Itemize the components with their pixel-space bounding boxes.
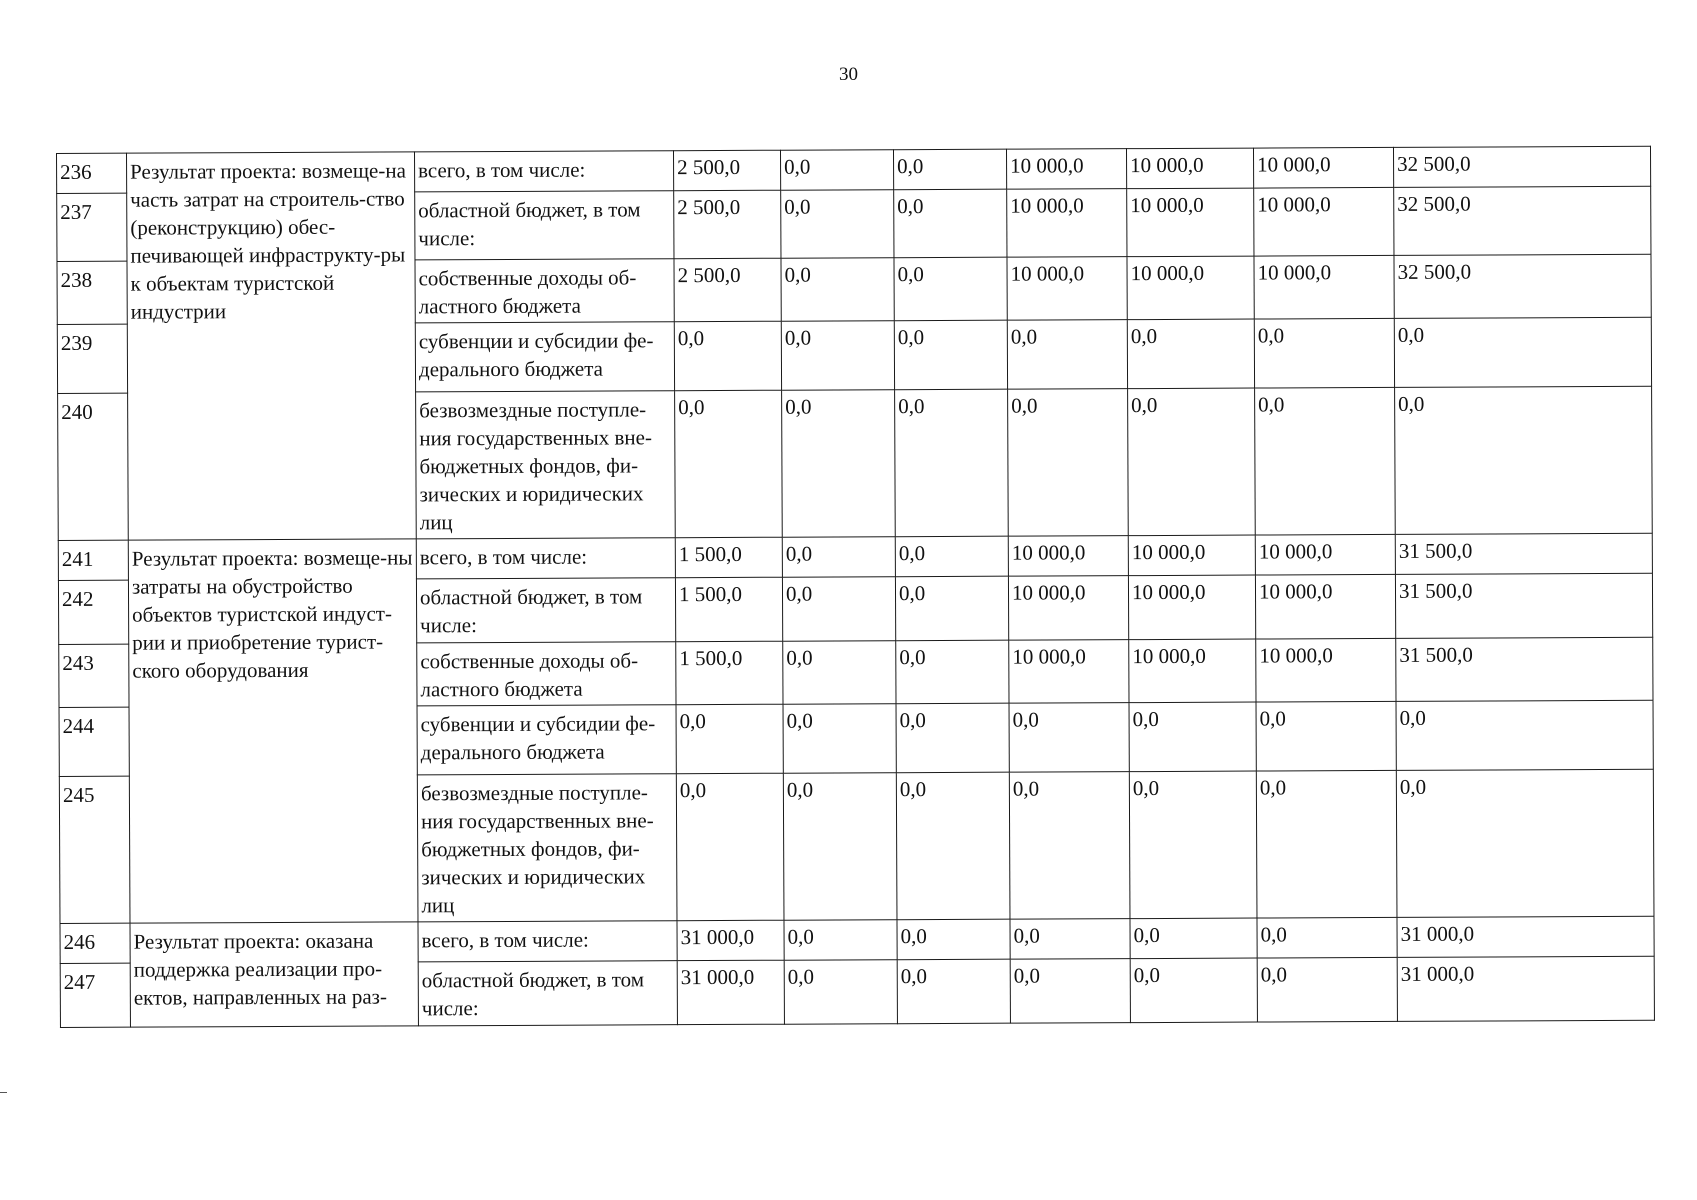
funding-source: субвенции и субсидии фе-дерального бюджета bbox=[417, 705, 676, 775]
funding-source: областной бюджет, в том числе: bbox=[415, 191, 674, 260]
value-cell: 0,0 bbox=[783, 704, 896, 774]
value-cell: 10 000,0 bbox=[1127, 188, 1254, 257]
value-cell: 0,0 bbox=[784, 960, 897, 1025]
value-total: 0,0 bbox=[1395, 386, 1653, 534]
table-body bbox=[57, 146, 1655, 1027]
value-total: 31 000,0 bbox=[1397, 916, 1654, 957]
project-result-description: Результат проекта: оказана поддержка реализации про-ектов, направленных на раз- bbox=[130, 922, 418, 1027]
budget-table-container bbox=[56, 146, 1654, 1028]
value-cell: 2 500,0 bbox=[673, 150, 780, 190]
value-cell: 10 000,0 bbox=[1008, 576, 1128, 641]
row-number: 245 bbox=[59, 776, 130, 923]
value-cell: 1 500,0 bbox=[675, 537, 782, 577]
value-cell: 0,0 bbox=[897, 919, 1010, 960]
value-cell: 0,0 bbox=[894, 257, 1007, 321]
value-cell: 0,0 bbox=[893, 149, 1006, 190]
value-cell: 0,0 bbox=[1255, 387, 1396, 535]
funding-source: собственные доходы об-ластного бюджета bbox=[415, 259, 674, 323]
value-cell: 0,0 bbox=[782, 577, 895, 642]
value-cell: 10 000,0 bbox=[1006, 149, 1126, 190]
value-cell: 0,0 bbox=[1129, 771, 1257, 919]
value-cell: 1 500,0 bbox=[676, 641, 783, 704]
value-cell: 0,0 bbox=[781, 321, 894, 391]
value-cell: 0,0 bbox=[896, 772, 1010, 920]
budget-table bbox=[56, 146, 1655, 1028]
value-cell: 0,0 bbox=[1010, 919, 1130, 960]
value-cell: 0,0 bbox=[783, 641, 896, 705]
row-number: 247 bbox=[60, 963, 130, 1027]
funding-source: всего, в том числе: bbox=[414, 151, 673, 192]
value-cell: 0,0 bbox=[896, 703, 1009, 773]
value-cell: 31 000,0 bbox=[677, 960, 784, 1024]
value-cell: 0,0 bbox=[781, 258, 894, 322]
value-total: 32 500,0 bbox=[1393, 146, 1650, 187]
value-cell: 0,0 bbox=[675, 390, 783, 537]
value-cell: 10 000,0 bbox=[1128, 535, 1255, 576]
value-cell: 10 000,0 bbox=[1007, 189, 1127, 258]
value-cell: 0,0 bbox=[1257, 917, 1397, 958]
value-cell: 2 500,0 bbox=[674, 190, 781, 258]
row-number: 239 bbox=[57, 324, 127, 393]
value-cell: 0,0 bbox=[895, 536, 1008, 577]
value-cell: 0,0 bbox=[895, 576, 1008, 641]
value-total: 0,0 bbox=[1396, 700, 1653, 770]
project-result-description: Результат проекта: возмеще-на часть затрат на строитель-ство (реконструкцию) обес-печивающей инфраструкту-ры к объектам туристской индустрии bbox=[127, 152, 417, 540]
value-total: 32 500,0 bbox=[1394, 254, 1651, 318]
value-cell: 0,0 bbox=[784, 920, 897, 961]
value-cell: 0,0 bbox=[895, 389, 1009, 537]
value-total: 0,0 bbox=[1396, 769, 1654, 917]
funding-source: собственные доходы об-ластного бюджета bbox=[417, 642, 676, 706]
value-cell: 0,0 bbox=[1008, 389, 1129, 537]
value-cell: 0,0 bbox=[1256, 770, 1397, 918]
value-cell: 0,0 bbox=[896, 640, 1009, 704]
value-cell: 0,0 bbox=[1009, 772, 1130, 920]
value-total: 31 500,0 bbox=[1395, 533, 1652, 574]
value-cell: 10 000,0 bbox=[1253, 147, 1393, 188]
funding-source: безвозмездные поступле-ния государственных вне-бюджетных фондов, фи-зических и юридических лиц bbox=[416, 391, 676, 539]
value-cell: 0,0 bbox=[1254, 318, 1394, 388]
value-cell: 0,0 bbox=[1127, 319, 1254, 389]
value-cell: 10 000,0 bbox=[1256, 638, 1396, 702]
value-cell: 10 000,0 bbox=[1127, 256, 1254, 320]
row-number: 236 bbox=[57, 153, 127, 193]
value-cell: 31 000,0 bbox=[677, 920, 784, 960]
value-cell: 0,0 bbox=[1007, 320, 1127, 390]
value-cell: 10 000,0 bbox=[1255, 574, 1395, 639]
funding-source: областной бюджет, в том числе: bbox=[416, 578, 675, 643]
value-total: 32 500,0 bbox=[1394, 186, 1651, 255]
value-cell: 0,0 bbox=[783, 773, 897, 921]
value-total: 0,0 bbox=[1394, 317, 1651, 387]
value-cell: 0,0 bbox=[782, 537, 895, 578]
value-cell: 10 000,0 bbox=[1009, 640, 1129, 704]
project-result-description: Результат проекта: возмеще-ны затраты на обустройство объектов туристской индуст-рии и приобретение турист-ского оборудования bbox=[128, 539, 418, 923]
value-total: 31 500,0 bbox=[1396, 637, 1653, 701]
funding-source: всего, в том числе: bbox=[418, 921, 677, 962]
value-cell: 0,0 bbox=[780, 150, 893, 191]
row-number: 243 bbox=[59, 644, 129, 707]
value-cell: 10 000,0 bbox=[1254, 255, 1394, 319]
edge-mark bbox=[0, 1092, 7, 1093]
funding-source: всего, в том числе: bbox=[416, 538, 675, 579]
value-cell: 0,0 bbox=[897, 959, 1010, 1024]
funding-source: субвенции и субсидии фе-дерального бюджета bbox=[415, 322, 674, 392]
funding-source: областной бюджет, в том числе: bbox=[418, 961, 677, 1026]
value-cell: 0,0 bbox=[1129, 702, 1256, 772]
value-cell: 0,0 bbox=[676, 773, 784, 920]
value-cell: 0,0 bbox=[782, 390, 896, 538]
value-cell: 2 500,0 bbox=[674, 258, 781, 321]
row-number: 240 bbox=[58, 393, 129, 540]
value-cell: 10 000,0 bbox=[1008, 536, 1128, 577]
value-cell: 0,0 bbox=[1130, 918, 1257, 959]
value-total: 31 000,0 bbox=[1397, 956, 1654, 1021]
value-cell: 0,0 bbox=[894, 189, 1007, 258]
row-number: 241 bbox=[58, 540, 128, 580]
value-cell: 10 000,0 bbox=[1129, 639, 1256, 703]
value-total: 31 500,0 bbox=[1395, 573, 1652, 638]
value-cell: 0,0 bbox=[781, 190, 894, 259]
value-cell: 0,0 bbox=[1128, 388, 1256, 536]
row-number: 244 bbox=[59, 707, 129, 776]
page-number: 30 bbox=[839, 64, 858, 85]
value-cell: 10 000,0 bbox=[1007, 257, 1127, 321]
value-cell: 0,0 bbox=[676, 704, 783, 773]
value-cell: 10 000,0 bbox=[1255, 534, 1395, 575]
row-number: 237 bbox=[57, 193, 127, 261]
row-number: 238 bbox=[57, 261, 127, 324]
value-cell: 10 000,0 bbox=[1128, 575, 1255, 640]
funding-source: безвозмездные поступле-ния государственных вне-бюджетных фондов, фи-зических и юридических лиц bbox=[417, 774, 677, 922]
row-number: 242 bbox=[58, 580, 128, 644]
value-cell: 0,0 bbox=[1257, 957, 1397, 1022]
value-cell: 0,0 bbox=[674, 321, 781, 390]
row-number: 246 bbox=[60, 923, 130, 963]
value-cell: 0,0 bbox=[894, 320, 1007, 390]
value-cell: 10 000,0 bbox=[1254, 187, 1394, 256]
value-cell: 0,0 bbox=[1009, 703, 1129, 773]
value-cell: 0,0 bbox=[1256, 701, 1396, 771]
value-cell: 10 000,0 bbox=[1126, 148, 1253, 189]
value-cell: 0,0 bbox=[1010, 959, 1130, 1024]
value-cell: 1 500,0 bbox=[675, 577, 782, 641]
value-cell: 0,0 bbox=[1130, 958, 1257, 1023]
